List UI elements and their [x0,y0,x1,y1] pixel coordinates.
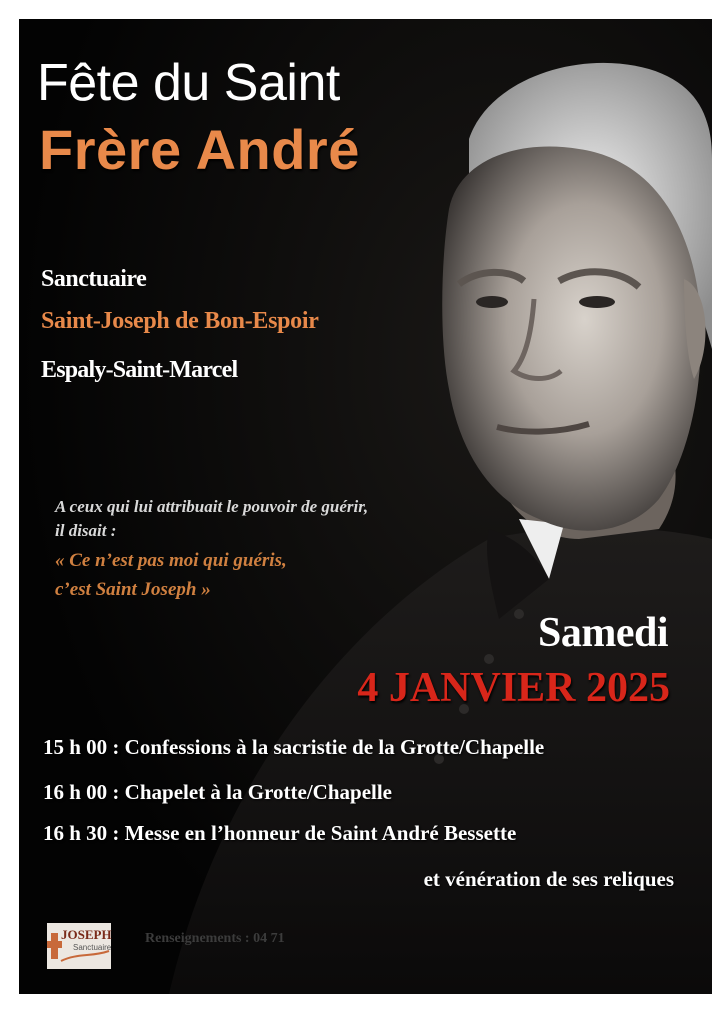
schedule-item: 16 h 30 : Messe en l’honneur de Saint André Bessette [43,821,517,845]
quote-intro-1: A ceux qui lui attribuait le pouvoir de guérir, [55,497,369,516]
footer-contact: Renseignements : 04 71 [145,931,285,946]
sanctuary-logo [47,923,111,969]
location-sanctuary-label: Sanctuaire [41,266,147,292]
quote-line-2: c’est Saint Joseph » [55,579,211,600]
logo-name: JOSEPH [61,927,112,942]
event-day: Samedi [537,610,668,656]
schedule-item-continuation: et vénération de ses reliques [423,867,674,891]
title-line-1: Fête du Saint [37,54,340,112]
schedule-item: 15 h 00 : Confessions à la sacristie de la Grotte/Chapelle [43,735,545,759]
quote-line-1: « Ce n’est pas moi qui guéris, [55,550,287,571]
location-sanctuary-name: Saint-Joseph de Bon-Espoir [41,308,319,334]
location-town: Espaly-Saint-Marcel [41,357,238,383]
logo-subtitle: Sanctuaire [73,943,112,952]
event-date: 4 JANVIER 2025 [357,665,670,711]
schedule-item: 16 h 00 : Chapelet à la Grotte/Chapelle [43,780,393,804]
poster [19,19,712,994]
quote-intro-2: il disait : [55,521,117,540]
title-line-2: Frère André [39,118,360,181]
